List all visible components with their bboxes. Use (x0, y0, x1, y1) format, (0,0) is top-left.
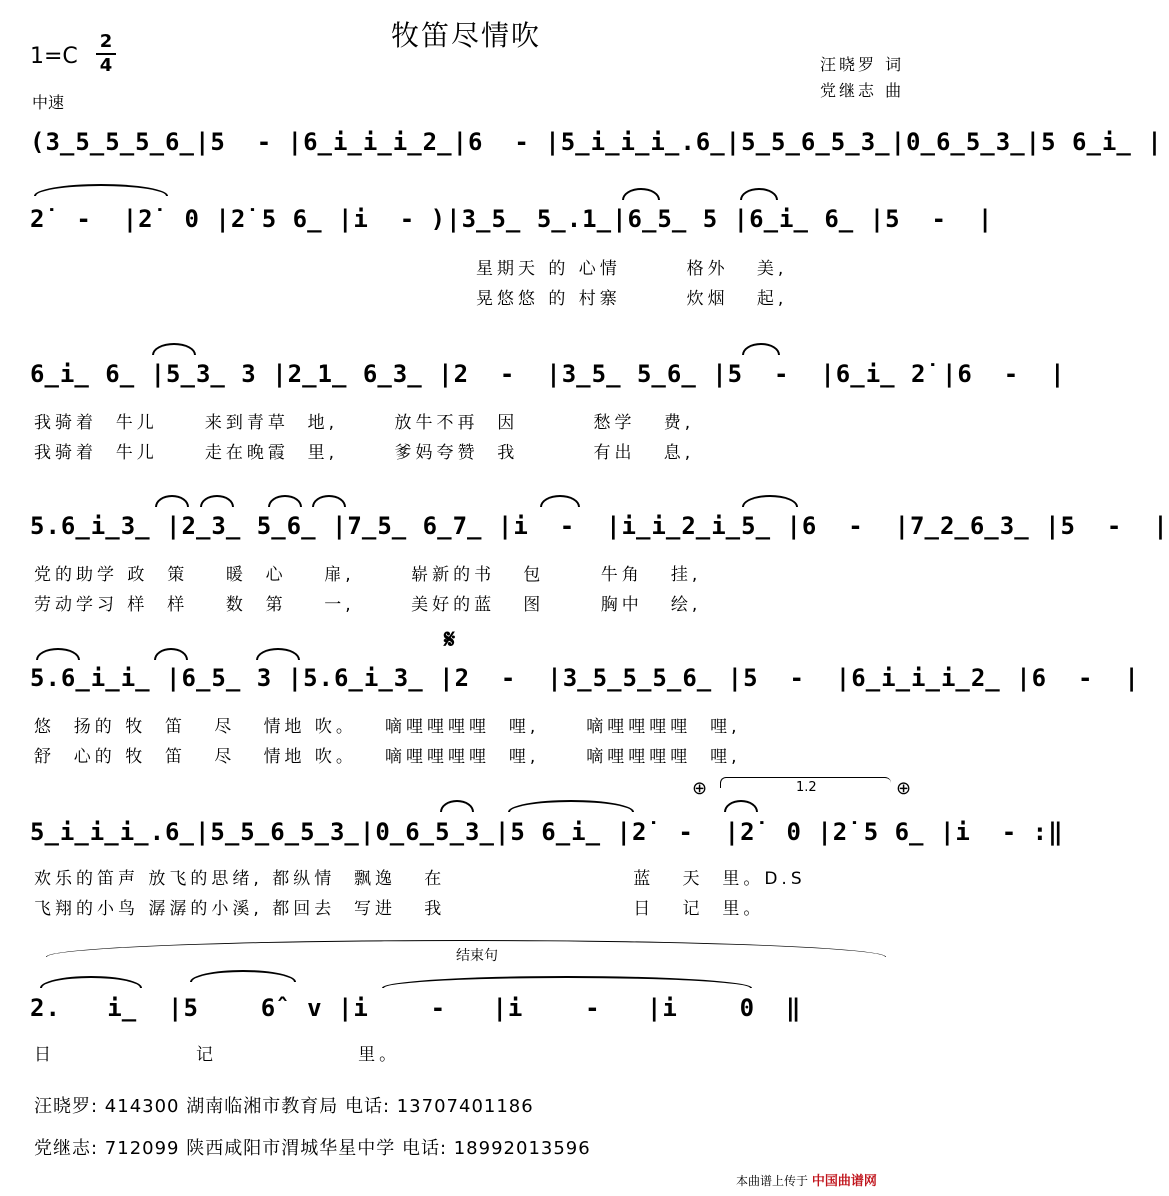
slur (200, 495, 234, 507)
slur (36, 648, 80, 660)
slur (540, 495, 580, 507)
lyric-row-4-verse-1: 党的助学 政 策 暖 心 扉, 崭新的书 包 牛角 挂, (34, 565, 702, 585)
footer-watermark (736, 1170, 877, 1189)
slur (742, 343, 780, 355)
volta-label: 1.2 (796, 780, 817, 795)
slur (440, 800, 474, 812)
slur (382, 976, 752, 988)
tempo-marking: 中速 (32, 93, 65, 112)
slur (154, 648, 188, 660)
slur (740, 188, 778, 200)
slur (508, 800, 634, 812)
slur (724, 800, 758, 812)
time-signature (96, 32, 116, 76)
contact-lyricist: 汪晓罗: 414300 湖南临湘市教育局 电话: 13707401186 (34, 1096, 534, 1117)
slur (40, 976, 142, 988)
time-signature-top: 2 (99, 31, 113, 52)
slur (622, 188, 660, 200)
song-title: 牧笛尽情吹 (390, 19, 541, 52)
lyric-row-3-verse-1: 我骑着 牛儿 来到青草 地, 放牛不再 因 愁学 费, (34, 413, 695, 433)
lyric-row-6-verse-1: 欢乐的笛声 放飞的思绪, 都纵情 飘逸 在 蓝 天 里。D.S (34, 869, 806, 889)
lyric-row-7: 日 记 里。 (34, 1045, 401, 1065)
lyric-row-2-verse-2: 晃悠悠 的 村寨 炊烟 起, (476, 289, 788, 309)
slur (152, 343, 196, 355)
notation-row-1: (3̲5̲5̲5̲6̲|5 - |6̲i̲i̲i̲2̲|6 - |5̲i̲i̲i̲.6̲|5̲5̲6̲5̲3̲|0̲6̲5̲3̲|5 6̲i̲ | (30, 128, 1163, 156)
slur (256, 648, 300, 660)
ending-label: 结束句 (456, 948, 498, 964)
slur (34, 184, 168, 196)
slur (742, 495, 798, 507)
contact-composer: 党继志: 712099 陕西咸阳市渭城华星中学 电话: 18992013596 (34, 1138, 591, 1159)
composer-credit: 党继志 曲 (820, 81, 905, 100)
slur (312, 495, 346, 507)
notation-row-2: 2̇ - |2̇ 0 |2̇ 5 6̲ |i - )|3̲5̲ 5̲.1̲|6̲5̲ 5 |6̲i̲ 6̲ |5 - | (30, 205, 994, 233)
notation-row-5: 5.6̲i̲i̲ |6̲5̲ 3 |5.6̲i̲3̲ |2 - |3̲5̲5̲5̲6̲ |5 - |6̲i̲i̲i̲2̲ |6 - | (30, 664, 1140, 692)
lyric-row-5-verse-1: 悠 扬的 牧 笛 尽 情地 吹。 嘀哩哩哩哩 哩, 嘀哩哩哩哩 哩, (34, 717, 741, 737)
slur (268, 495, 302, 507)
coda-sign-right: ⊕ (896, 778, 912, 799)
footer-site[interactable]: 中国曲谱网 (811, 1174, 877, 1189)
time-signature-bottom: 4 (99, 55, 113, 76)
lyric-row-5-verse-2: 舒 心的 牧 笛 尽 情地 吹。 嘀哩哩哩哩 哩, 嘀哩哩哩哩 哩, (34, 747, 741, 767)
key-signature: 1=C (30, 44, 78, 69)
lyric-row-6-verse-2: 飞翔的小鸟 潺潺的小溪, 都回去 写进 我 日 记 里。 (34, 899, 765, 919)
slur (155, 495, 189, 507)
notation-row-7: 2. i̲ |5 6̂ v |i - |i - |i 0 ‖ (30, 994, 802, 1022)
lyricist-credit: 汪晓罗 词 (820, 55, 905, 74)
footer-prefix: 本曲谱上传于 (736, 1174, 809, 1188)
lyric-row-3-verse-2: 我骑着 牛儿 走在晚霞 里, 爹妈夸赞 我 有出 息, (34, 443, 695, 463)
slur (190, 970, 296, 982)
lyric-row-2-verse-1: 星期天 的 心情 格外 美, (476, 259, 788, 279)
coda-sign-left: ⊕ (692, 778, 708, 799)
notation-row-6: 5̲i̲i̲i̲.6̲|5̲5̲6̲5̲3̲|0̲6̲5̲3̲|5 6̲i̲ |2̇ - |2̇ 0 |2̇ 5 6̲ |i - :‖ (30, 818, 1064, 846)
notation-row-4: 5.6̲i̲3̲ |2̲3̲ 5̲6̲ |7̲5̲ 6̲7̲ |i - |i̲i̲2̲i̲5̲ |6 - |7̲2̲6̲3̲ |5 - | (30, 512, 1169, 540)
segno-sign: 𝄋 (444, 625, 456, 655)
notation-row-3: 6̲i̲ 6̲ |5̲3̲ 3 |2̲1̲ 6̲3̲ |2 - |3̲5̲ 5̲6̲ |5 - |6̲i̲ 2̇ |6 - | (30, 360, 1066, 388)
lyric-row-4-verse-2: 劳动学习 样 样 数 第 一, 美好的蓝 图 胸中 绘, (34, 595, 702, 615)
